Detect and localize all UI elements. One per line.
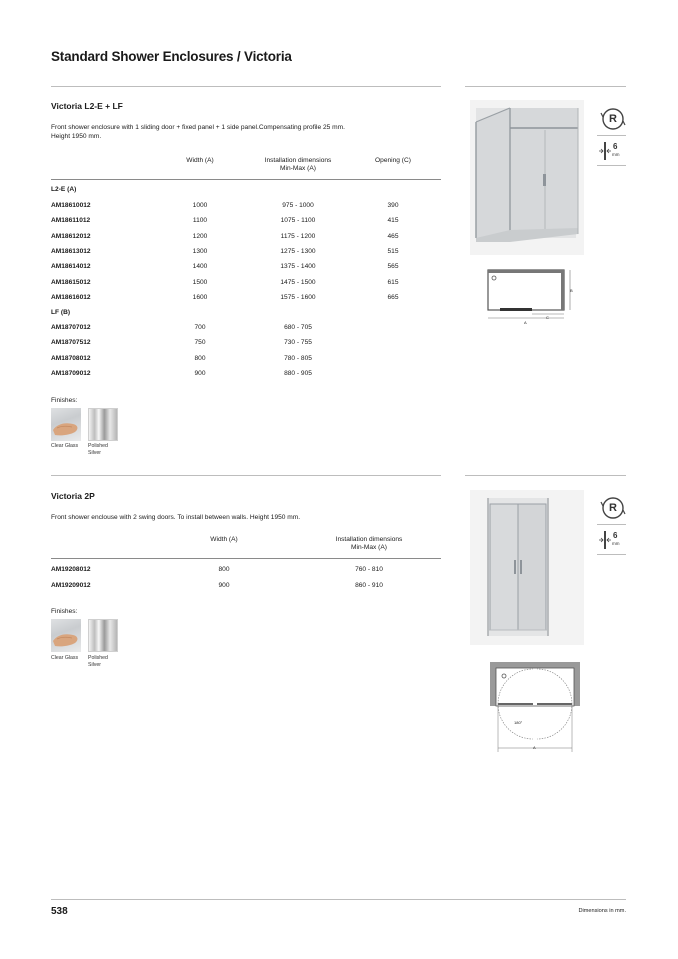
product-code: AM18613012 (51, 247, 91, 255)
product-code: AM18707012 (51, 324, 91, 331)
finish-label: Clear Glass (51, 655, 79, 661)
product-code: AM18614012 (51, 263, 91, 271)
divider (597, 165, 626, 166)
header-line: Min-Max (A) (280, 165, 316, 172)
installation-value: 1475 - 1500 (280, 278, 316, 286)
finish-label-line: Silver (88, 661, 101, 668)
header-line: Installation dimensions (335, 536, 403, 543)
page-title: Standard Shower Enclosures / Victoria (51, 49, 292, 64)
product-code: AM19209012 (51, 581, 91, 589)
divider (51, 86, 441, 87)
width-value: 1000 (192, 202, 208, 209)
installation-value: 680 - 705 (284, 324, 312, 331)
description-line: Front shower enclosure with 1 sliding door + fixed panel + 1 side panel.Compensating profile 25 mm. (51, 124, 345, 131)
installation-value: 760 - 810 (355, 566, 383, 573)
dim-label-b: B (570, 288, 573, 293)
divider (597, 524, 626, 525)
installation-value: 1075 - 1100 (280, 217, 316, 225)
product-code: AM18611012 (51, 217, 91, 225)
column-header-width: Width (A) (210, 536, 238, 543)
group-label: L2-E (A) (51, 186, 77, 193)
width-value: 900 (218, 581, 230, 589)
installation-value: 730 - 755 (284, 339, 312, 347)
finish-label-line: Polished (88, 443, 108, 449)
installation-value: 1375 - 1400 (280, 263, 316, 271)
header-line: Min-Max (A) (351, 544, 387, 551)
divider (465, 86, 626, 87)
clear-glass-swatch (51, 408, 81, 441)
divider (597, 135, 626, 136)
opening-value: 665 (387, 293, 399, 301)
product-code: AM18612012 (51, 232, 91, 240)
header-line: Installation dimensions (264, 157, 332, 164)
section-title: Victoria 2P (51, 491, 95, 501)
opening-value: 390 (387, 202, 399, 209)
angle-label: 180° (514, 720, 523, 725)
dim-label-a: A (533, 745, 536, 750)
width-value: 1200 (192, 232, 208, 240)
width-value: 1600 (192, 293, 208, 301)
hand-icon (51, 408, 81, 441)
product-code: AM18616012 (51, 293, 91, 301)
table-header-rule (51, 179, 441, 180)
product-image-l2e-lf (470, 100, 584, 255)
product-code: AM18708012 (51, 354, 91, 362)
width-value: 700 (194, 324, 206, 331)
table-header-rule (51, 558, 441, 559)
width-value: 1300 (192, 247, 208, 255)
plan-diagram-2p (490, 660, 580, 754)
width-value: 900 (194, 369, 206, 377)
installation-value: 860 - 910 (355, 581, 383, 589)
product-image-2p (470, 490, 584, 645)
finish-label (88, 655, 108, 668)
glass-thickness-icon (598, 140, 628, 162)
opening-value: 515 (387, 247, 399, 255)
finish-label (88, 443, 108, 456)
glass-thickness-icon (598, 529, 628, 551)
column-header-installation (246, 157, 350, 173)
installation-value: 1575 - 1600 (280, 293, 316, 301)
hand-icon (51, 619, 81, 652)
product-code: AM18615012 (51, 278, 91, 286)
divider (51, 475, 441, 476)
opening-value: 465 (387, 232, 399, 240)
reversible-letter: R (609, 113, 617, 125)
installation-value: 1175 - 1200 (280, 232, 316, 240)
product-code: AM18707512 (51, 339, 91, 347)
section-description: Front shower enclouse with 2 swing doors. To install between walls. Height 1950 mm. (51, 514, 301, 521)
dimensions-note: Dimensions in mm. (578, 908, 626, 914)
section-title: Victoria L2-E + LF (51, 101, 123, 111)
width-value: 800 (194, 354, 206, 362)
width-value: 1400 (192, 263, 208, 271)
width-value: 1500 (192, 278, 208, 286)
opening-value: 415 (387, 217, 399, 225)
finishes-label: Finishes: (51, 397, 78, 404)
footer-divider (51, 899, 626, 900)
width-value: 750 (194, 339, 206, 347)
opening-value: 565 (387, 263, 399, 271)
column-header-opening: Opening (C) (375, 157, 411, 164)
divider (465, 475, 626, 476)
product-code: AM19208012 (51, 566, 91, 573)
polished-silver-swatch (88, 408, 118, 441)
plan-diagram-l2e-lf (482, 266, 577, 332)
column-header-width: Width (A) (186, 157, 214, 164)
finish-label-line: Silver (88, 449, 101, 456)
opening-value: 615 (387, 278, 399, 286)
installation-value: 880 - 905 (284, 369, 312, 377)
polished-silver-swatch (88, 619, 118, 652)
installation-value: 780 - 805 (284, 354, 312, 362)
description-line: Height 1950 mm. (51, 133, 102, 140)
product-code: AM18709012 (51, 369, 91, 377)
clear-glass-swatch (51, 619, 81, 652)
dim-label-c: C (546, 315, 549, 320)
thickness-unit: mm (612, 541, 620, 546)
dim-label-a: A (524, 320, 527, 325)
reversible-letter: R (609, 502, 617, 514)
group-label: LF (B) (51, 309, 71, 316)
finish-label-line: Polished (88, 655, 108, 661)
thickness-value: 6 (613, 531, 618, 540)
thickness-unit: mm (612, 152, 620, 157)
page-number: 538 (51, 906, 68, 917)
width-value: 1100 (192, 217, 208, 225)
product-code: AM18610012 (51, 202, 91, 209)
installation-value: 975 - 1000 (282, 202, 314, 209)
section-description (51, 123, 345, 141)
installation-value: 1275 - 1300 (280, 247, 316, 255)
finishes-label: Finishes: (51, 608, 78, 615)
thickness-value: 6 (613, 142, 618, 151)
width-value: 800 (218, 566, 230, 573)
column-header-installation (316, 536, 422, 552)
finish-label: Clear Glass (51, 443, 79, 449)
divider (597, 554, 626, 555)
